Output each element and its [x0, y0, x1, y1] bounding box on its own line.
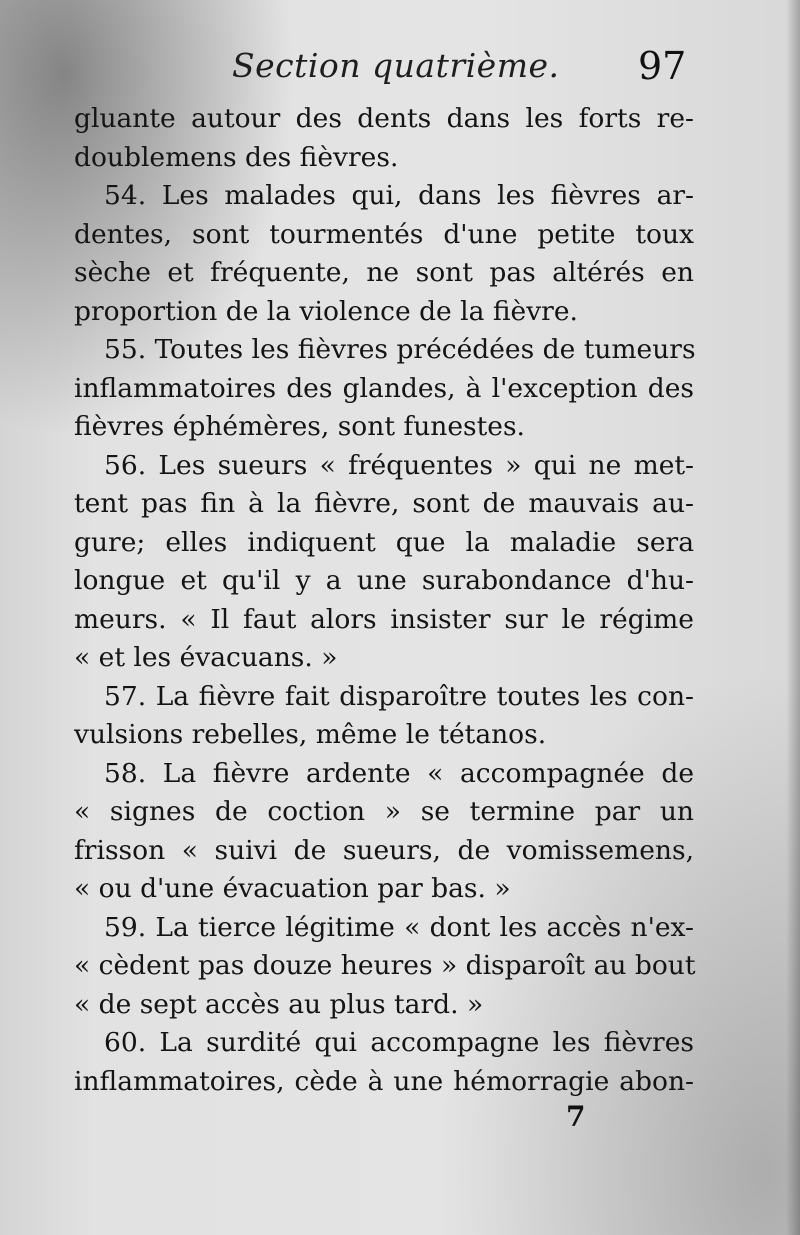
text-line: « et les évacuans. » [74, 642, 338, 673]
text-line: « cèdent pas douze heures » disparoît au bout [74, 950, 696, 981]
text-line: inflammatoires, cède à une hémorragie abon- [74, 1065, 694, 1097]
page-number: 97 [638, 44, 687, 88]
page-header [0, 40, 800, 100]
text-line: doublemens des fièvres. [74, 141, 399, 173]
text-line: gluante autour des dents dans les forts re- [74, 103, 694, 134]
paragraph-56-start: 56. Les sueurs « fréquentes » qui ne met- [104, 449, 694, 481]
running-title: Section quatrième. [232, 46, 560, 85]
text-line: vulsions rebelles, même le tétanos. [74, 719, 547, 750]
text-line: gure; elles indiquent que la maladie sera [74, 526, 694, 558]
text-line: tent pas fin à la fièvre, sont de mauvais au- [74, 488, 694, 519]
paragraph-54-start: 54. Les malades qui, dans les fièvres ar- [104, 180, 694, 211]
text-line: « ou d'une évacuation par bas. » [74, 873, 511, 904]
paragraph-55-start: 55. Toutes les fièvres précédées de tumeurs [104, 334, 696, 365]
paragraph-59-start: 59. La tierce légitime « dont les accès n'ex- [104, 911, 694, 943]
paragraph-57-start: 57. La fièvre fait disparoître toutes les con- [104, 680, 694, 712]
text-line: longue et qu'il y a une surabondance d'hu- [74, 565, 694, 596]
text-line: « de sept accès au plus tard. » [74, 988, 484, 1020]
paragraph-58-start: 58. La fièvre ardente « accompagnée de [104, 757, 694, 789]
text-line: sèche et fréquente, ne sont pas altérés en [74, 257, 694, 288]
text-line: dentes, sont tourmentés d'une petite toux [74, 218, 694, 250]
page-edge-shadow [786, 0, 800, 1235]
body-text [74, 100, 694, 1101]
text-line: « signes de coction » se termine par un [74, 796, 694, 827]
text-line: fièvres éphémères, sont funestes. [74, 411, 525, 442]
text-line: inflammatoires des glandes, à l'exception des [74, 372, 694, 404]
paragraph-60-start: 60. La surdité qui accompagne les fièvres [104, 1027, 694, 1058]
text-line: meurs. « Il faut alors insister sur le régime [74, 603, 694, 635]
signature-mark: 7 [566, 1100, 586, 1133]
text-line: proportion de la violence de la fièvre. [74, 295, 578, 327]
text-line: frisson « suivi de sueurs, de vomissemens, [74, 834, 694, 866]
